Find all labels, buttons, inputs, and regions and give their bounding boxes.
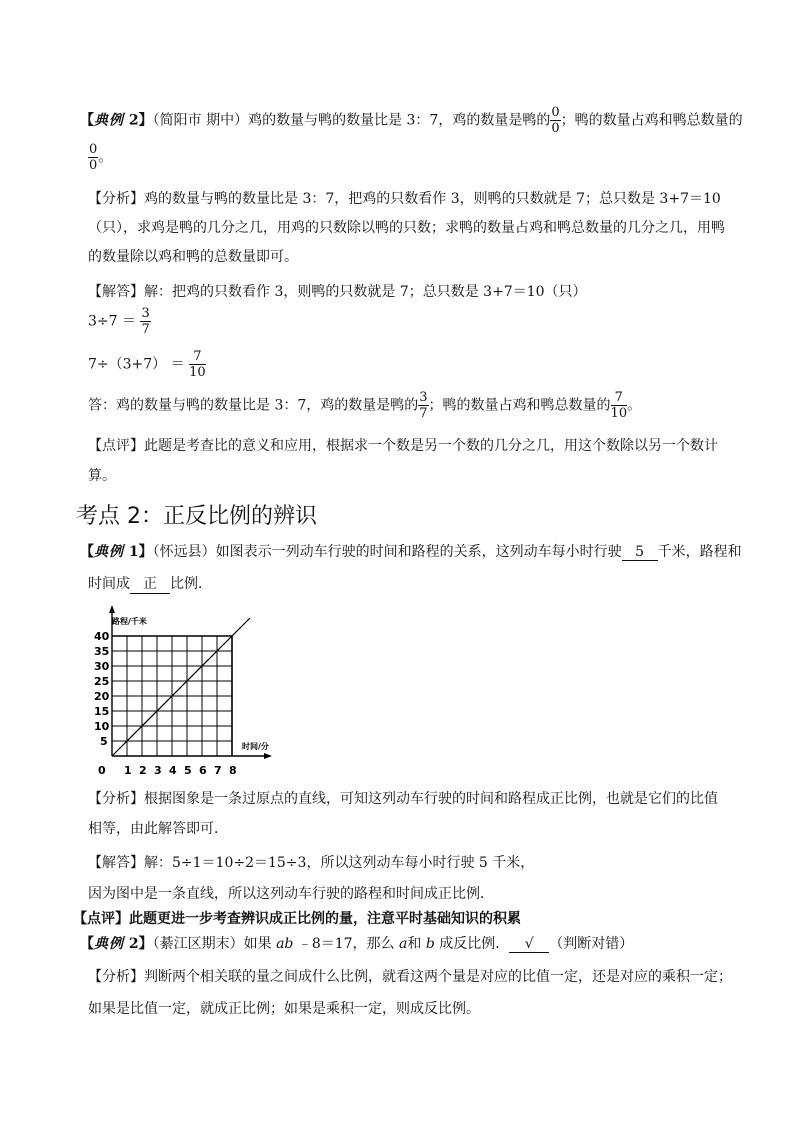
example-tag: 【典例 1】 xyxy=(80,544,153,560)
equation-1: 3÷7 ＝ $\frac{3}{7}$ xyxy=(88,306,150,337)
x-tick-label: 7 xyxy=(214,764,222,777)
x-tick-label: 6 xyxy=(199,764,207,777)
ex1-solution-line-2: 因为图中是一条直线，所以这列动车行驶的路程和时间成正比例． xyxy=(88,886,494,902)
y-axis-arrow xyxy=(109,605,115,613)
y-tick-labels xyxy=(94,630,110,748)
example-2-stem-end: $\frac{0}{0}$ 。 xyxy=(89,142,113,173)
x-tick-label: 1 xyxy=(124,764,132,777)
x-tick-label: 2 xyxy=(139,764,147,777)
ex1-solution-line-1: 【解答】解：5÷1＝10÷2＝15÷3，所以这列动车每小时行驶 5 千米， xyxy=(88,855,535,871)
solution-line-1: 【解答】解：把鸡的只数看作 3，则鸭的只数就是 7；总只数是 3+7＝10（只） xyxy=(88,284,587,300)
ex2b-analysis-line-2: 如果是比值一定，就成正比例；如果是乘积一定，则成反比例。 xyxy=(88,1001,480,1017)
x-tick-label: 5 xyxy=(184,764,192,777)
answer-blank-kind: 正 xyxy=(130,573,170,594)
example-2b-stem: 【典例 2】（綦江区期末）如果 ab ﹣8＝17，那么 a和 b 成反比例． √ （判断对错） xyxy=(80,936,634,952)
ex1-comment: 【点评】此题更进一步考查辨识成正比例的量，注意平时基础知识的积累 xyxy=(73,911,521,927)
example-1-stem: 【典例 1】（怀远县）如图表示一列动车行驶的时间和路程的关系，这列动车每小时行驶 5 千米，路程和 xyxy=(80,544,742,560)
y-tick-label: 30 xyxy=(94,660,110,673)
y-tick-label: 40 xyxy=(94,630,110,643)
example-2-stem: 【典例 2】（简阳市 期中）鸡的数量与鸭的数量比是 3：7，鸡的数量是鸭的 $\frac{0}{0}$ ；鸭的数量占鸡和鸭总数量的 xyxy=(80,105,743,136)
y-tick-label: 35 xyxy=(94,645,110,658)
x-tick-label: 8 xyxy=(229,764,237,777)
equation-2: 7÷（3+7） ＝ $\frac{7}{10}$ xyxy=(88,349,206,380)
ex1-analysis-line-2: 相等，由此解答即可． xyxy=(88,821,228,837)
distance-time-chart xyxy=(90,603,280,781)
analysis-line-1: 【分析】鸡的数量与鸭的数量比是 3：7，把鸡的只数看作 3，则鸭的只数就是 7；总只数是 3+7＝10 xyxy=(88,191,721,207)
comment-line-2: 算。 xyxy=(88,468,116,484)
y-tick-label: 20 xyxy=(94,690,110,703)
answer-blank-judge: √ xyxy=(509,936,549,953)
section-heading: 考点 2：正反比例的辨识 xyxy=(76,504,317,529)
analysis-line-3: 的数量除以鸡和鸭的总数量即可。 xyxy=(88,249,298,265)
ex1-analysis-line-1: 【分析】根据图象是一条过原点的直线，可知这列动车行驶的时间和路程成正比例，也就是它们的比值 xyxy=(88,791,718,807)
y-tick-label: 15 xyxy=(94,705,110,718)
comment-line-1: 【点评】此题是考查比的意义和应用，根据求一个数是另一个数的几分之几，用这个数除以另一个数计 xyxy=(88,438,718,454)
x-tick-label: 4 xyxy=(169,764,177,777)
x-tick-labels xyxy=(124,764,237,777)
y-axis-label: 路程/千米 xyxy=(112,617,147,626)
example-tag: 【典例 2】 xyxy=(80,112,153,129)
example-1-stem-2: 时间成 正 比例． xyxy=(88,573,212,594)
y-tick-label: 25 xyxy=(94,675,110,688)
origin-label: 0 xyxy=(98,764,106,777)
y-tick-label: 10 xyxy=(94,720,110,733)
analysis-line-2: （只），求鸡是鸭的几分之几，用鸡的只数除以鸭的只数；求鸭的数量占鸡和鸭总数量的几分之几，用鸭 xyxy=(88,220,725,236)
chart-axes xyxy=(109,605,272,759)
x-axis-arrow xyxy=(264,753,272,759)
example-tag: 【典例 2】 xyxy=(80,936,153,952)
ex2b-analysis-line-1: 【分析】判断两个相关联的量之间成什么比例，就看这两个量是对应的比值一定，还是对应的乘积一定； xyxy=(88,969,732,985)
x-tick-label: 3 xyxy=(154,764,162,777)
x-axis-label: 时间/分 xyxy=(242,742,269,751)
blank-fraction-2: $\frac{0}{0}$ xyxy=(89,142,98,173)
y-tick-label: 5 xyxy=(100,735,108,748)
series-line xyxy=(112,618,250,756)
blank-fraction-1: $\frac{0}{0}$ xyxy=(551,105,560,136)
answer-blank-speed: 5 xyxy=(622,544,658,561)
answer-line: 答：鸡的数量与鸭的数量比是 3：7，鸡的数量是鸭的 $\frac{3}{7}$ ；鸭的数量占鸡和鸭总数量的 $\frac{7}{10}$ 。 xyxy=(88,390,642,421)
